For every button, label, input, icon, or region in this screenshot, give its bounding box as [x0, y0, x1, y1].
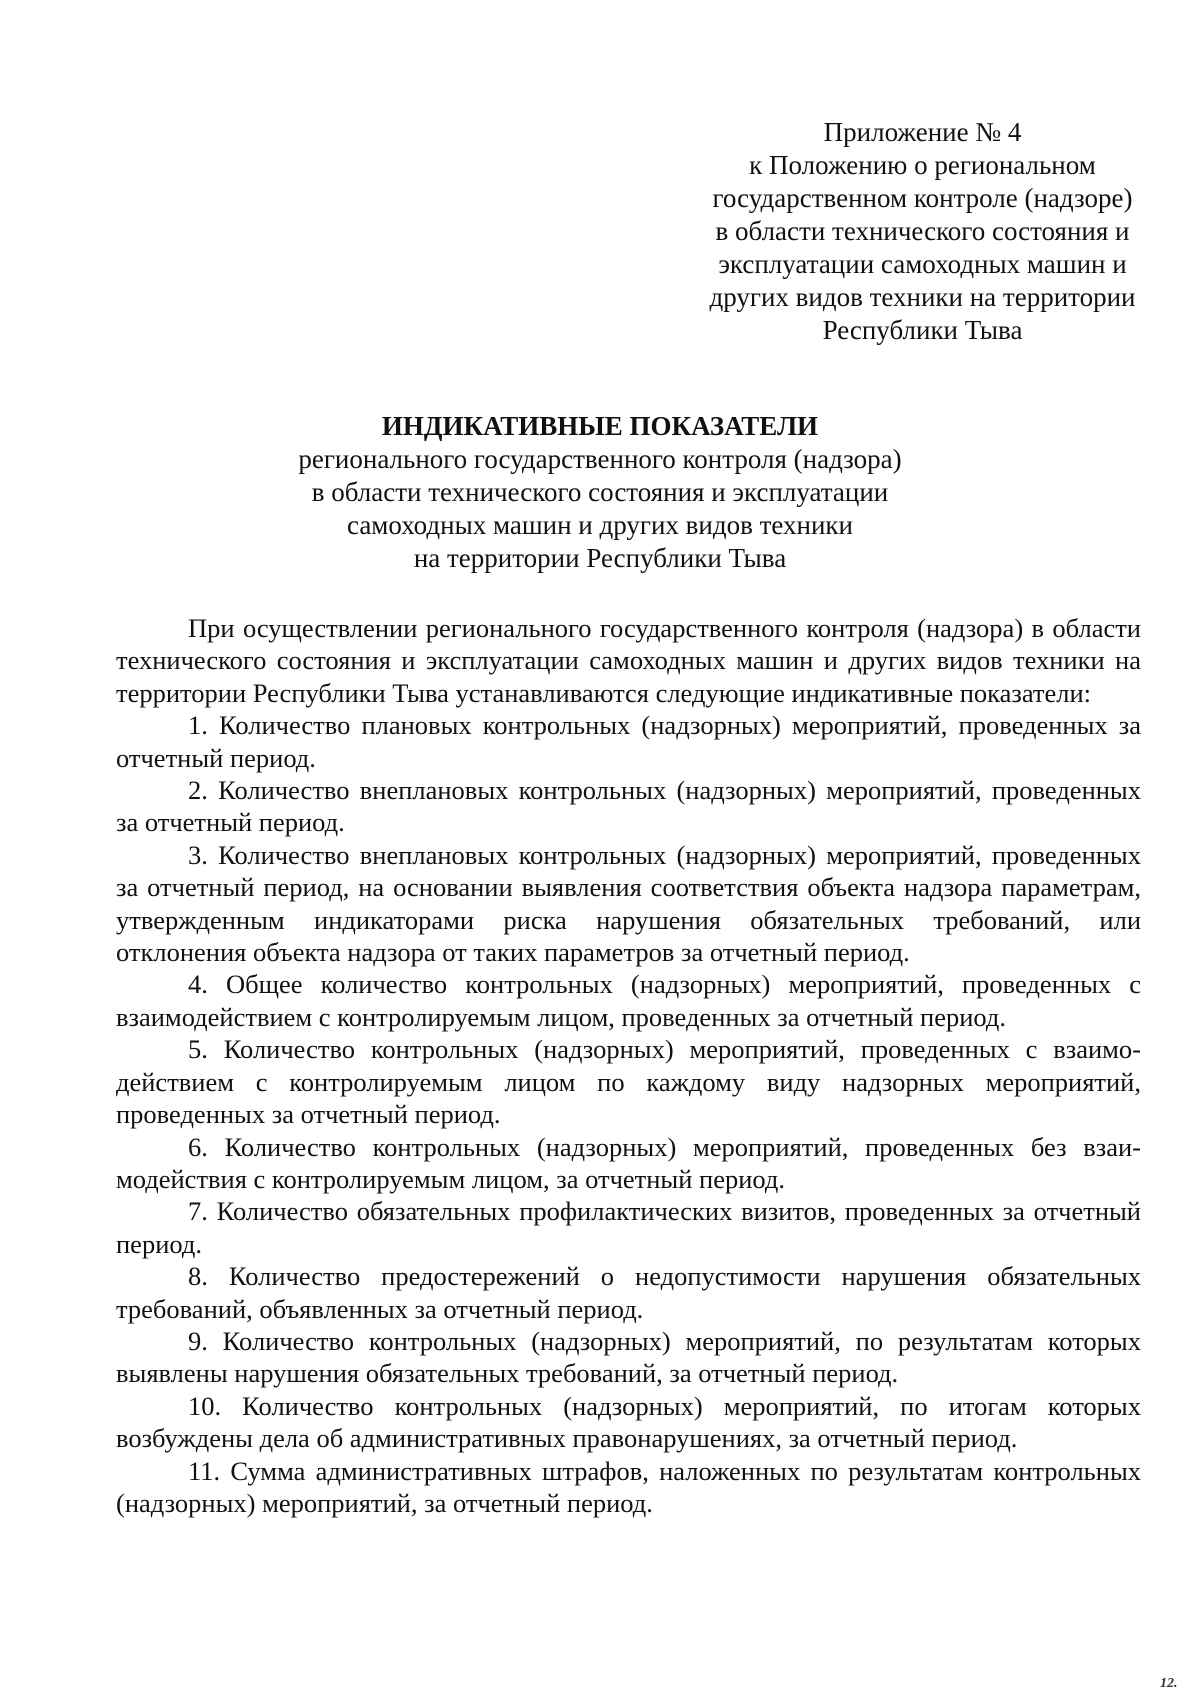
document-body [116, 612, 1141, 1519]
indicator-item: 1. Количество плановых контрольных (надзорных) мероприятий, проведенных за отчетный период. [116, 710, 1141, 773]
appendix-line: государственном контроле (надзоре) [712, 183, 1133, 213]
intro-paragraph: При осуществлении регионального государственного контроля (надзора) в области технического состояния и эксплуатации самоходных машин и других видов техники на территории Республики Тыва устанавливаются следующие индикативные показатели: [116, 613, 1141, 708]
document-title [200, 410, 1000, 575]
indicator-item: 4. Общее количество контрольных (надзорных) мероприятий, проведенных с взаимодействием с контролируемым лицом, проведенных за отчетный период. [116, 969, 1141, 1032]
appendix-line: других видов техники на территории [709, 282, 1136, 312]
appendix-header [690, 116, 1155, 347]
appendix-line: в области технического состояния и [715, 216, 1130, 246]
indicator-item: 8. Количество предостережений о недопустимости нарушения обязательных требований, объявленных за отчетный период. [116, 1261, 1141, 1324]
title-subline: на территории Республики Тыва [413, 543, 787, 573]
title-subline: регионального государственного контроля (надзора) [298, 444, 902, 474]
indicator-item: 10. Количество контрольных (надзорных) мероприятий, по итогам которых возбуждены дела об административных правонарушениях, за отчетный период. [116, 1390, 1141, 1454]
indicator-item: 7. Количество обязательных профилактических визитов, проведенных за отчетный период. [116, 1196, 1141, 1259]
appendix-line: к Положению о региональном [749, 150, 1096, 180]
appendix-line: Республики Тыва [822, 315, 1023, 345]
indicator-item: 11. Сумма административных штрафов, наложенных по результатам контрольных (надзорных) мероприятий, за отчетный период. [116, 1455, 1141, 1518]
page-number-mark: 12. [1160, 1676, 1178, 1691]
title-subline: самоходных машин и других видов техники [347, 510, 853, 540]
indicator-item: 2. Количество внеплановых контрольных (надзорных) мероприятий, проведенных за отчетный период. [116, 775, 1141, 838]
indicator-item: 6. Количество контрольных (надзорных) мероприятий, проведенных без взаимодействия с контролируемым лицом, за отчетный период. [116, 1131, 1141, 1194]
title-subline: в области технического состояния и эксплуатации [311, 477, 889, 507]
title-main: ИНДИКАТИВНЫЕ ПОКАЗАТЕЛИ [381, 411, 819, 441]
indicator-item: 3. Количество внеплановых контрольных (надзорных) мероприятий, проведенных за отчетный период, на основании выявления соответствия объекта надзора параметрам, утвержденным индикаторами риска нарушения обязательных требований, или отклонения объекта надзора от таких параметров за отчетный период. [116, 839, 1141, 968]
appendix-line: эксплуатации самоходных машин и [718, 249, 1127, 279]
indicator-item: 5. Количество контрольных (надзорных) мероприятий, проведенных с взаимодействием с контролируемым лицом по каждому виду надзорных мероприятий, проведенных за отчетный период. [116, 1034, 1141, 1130]
indicator-item: 9. Количество контрольных (надзорных) мероприятий, по результатам которых выявлены нарушения обязательных требований, за отчетный период. [116, 1325, 1141, 1389]
appendix-line: Приложение № 4 [823, 117, 1022, 147]
